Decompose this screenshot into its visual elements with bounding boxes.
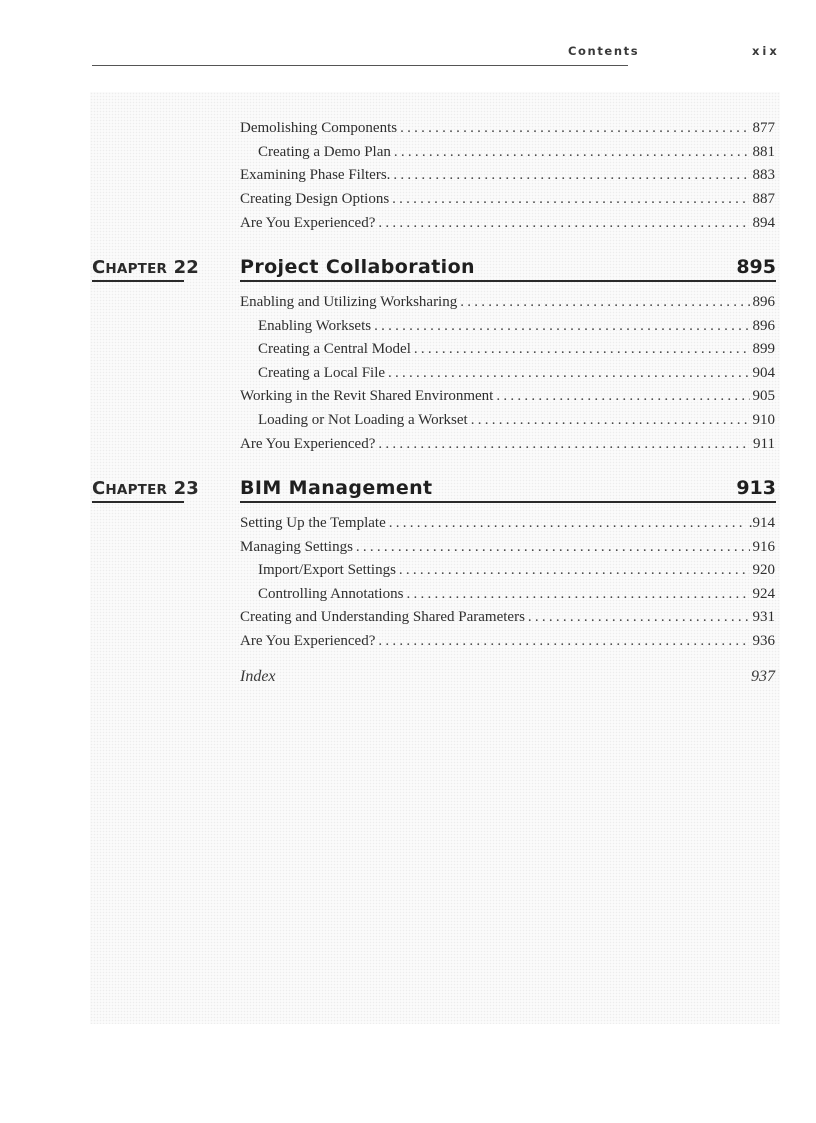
toc-entry-title: Enabling and Utilizing Worksharing	[240, 294, 458, 310]
dot-leader	[414, 338, 750, 360]
toc-entry-title: Creating a Local File	[258, 365, 386, 381]
chapter-label	[92, 257, 199, 278]
toc-entry-title: Creating a Demo Plan	[258, 144, 391, 160]
toc-entry-page: 904	[752, 365, 775, 381]
toc-entry-title: Creating Design Options	[240, 191, 390, 207]
dot-leader	[399, 559, 750, 581]
toc-entry-title: Setting Up the Template	[240, 515, 386, 531]
toc-entry-page: 896	[752, 318, 775, 334]
toc-entry-title: Examining Phase Filters.	[240, 167, 391, 183]
toc-entry-page: 896	[752, 294, 775, 310]
chapter-label-underline	[92, 501, 184, 503]
chapter-rule	[240, 280, 776, 282]
chapter-page: 895	[736, 256, 776, 278]
toc-entry-title: Creating a Central Model	[258, 341, 411, 357]
dot-leader	[528, 606, 750, 628]
toc-entry-page: 931	[752, 609, 775, 625]
toc-entry[interactable]	[240, 291, 775, 313]
toc-subentry[interactable]	[258, 338, 775, 360]
toc-entry-page: 911	[753, 436, 775, 452]
toc-entry-page: 924	[752, 586, 775, 602]
dot-leader	[378, 433, 750, 455]
toc-entry-title: Enabling Worksets	[258, 318, 372, 334]
toc-entry-page: 899	[752, 341, 775, 357]
dot-leader	[460, 291, 749, 313]
dot-leader	[393, 164, 749, 186]
toc-entry-title: Managing Settings	[240, 539, 353, 555]
toc-entry[interactable]	[240, 117, 775, 139]
toc-entry[interactable]	[240, 606, 775, 628]
chapter-label-initial: C	[92, 478, 106, 499]
chapter-title: Project Collaboration	[240, 256, 475, 278]
toc-entry[interactable]	[240, 536, 775, 558]
dot-leader	[389, 512, 746, 534]
running-head-title: Contents	[568, 44, 640, 58]
toc-entry[interactable]	[240, 630, 775, 652]
toc-entry-title: Are You Experienced?	[240, 633, 376, 649]
toc-subentry[interactable]	[258, 559, 775, 581]
toc-entry-title: Are You Experienced?	[240, 215, 376, 231]
chapter-number: 23	[173, 478, 200, 499]
index-page: 937	[751, 668, 775, 685]
toc-subentry[interactable]	[258, 583, 775, 605]
running-head-rule	[92, 65, 628, 66]
toc-entry-page: 894	[752, 215, 775, 231]
running-head-page-number: xix	[752, 44, 780, 58]
chapter-rule	[240, 501, 776, 503]
toc-entry-title: Creating and Understanding Shared Parameters	[240, 609, 525, 625]
chapter-label	[92, 478, 199, 499]
chapter-label-initial: C	[92, 257, 106, 278]
chapter-title: BIM Management	[240, 477, 433, 499]
toc-entry-page: 887	[752, 191, 775, 207]
toc-entry[interactable]	[240, 212, 775, 234]
index-title: Index	[240, 668, 276, 685]
toc-entry-title: Are You Experienced?	[240, 436, 376, 452]
toc-subentry[interactable]	[258, 141, 775, 163]
toc-entry-page: 910	[752, 412, 775, 428]
toc-entry-title: Demolishing Components	[240, 120, 398, 136]
dot-leader	[471, 409, 750, 431]
toc-entry-page: 920	[752, 562, 775, 578]
dot-leader	[496, 385, 749, 407]
running-head	[0, 44, 816, 64]
toc-entry[interactable]	[240, 512, 775, 534]
toc-entry-title: Working in the Revit Shared Environment	[240, 388, 494, 404]
dot-leader	[374, 315, 749, 337]
chapter-heading-22[interactable]	[92, 250, 776, 280]
dot-leader	[378, 212, 749, 234]
chapter-number: 22	[173, 257, 200, 278]
toc-entry-page: 916	[752, 539, 775, 555]
toc-entry-title: Import/Export Settings	[258, 562, 396, 578]
dot-leader	[394, 141, 750, 163]
toc-entry-page: 905	[752, 388, 775, 404]
toc-entry[interactable]	[240, 188, 775, 210]
dot-leader	[378, 630, 749, 652]
toc-subentry[interactable]	[258, 362, 775, 384]
chapter-heading-23[interactable]	[92, 471, 776, 501]
toc-entry-title: Loading or Not Loading a Workset	[258, 412, 468, 428]
dot-leader	[400, 117, 749, 139]
toc-subentry[interactable]	[258, 315, 775, 337]
toc-subentry[interactable]	[258, 409, 775, 431]
index-entry[interactable]	[240, 668, 775, 690]
toc-entry-page: .914	[748, 515, 775, 531]
dot-leader	[392, 188, 749, 210]
chapter-label-smallcaps: HAPTER	[105, 261, 168, 277]
toc-entry-page: 883	[752, 167, 775, 183]
chapter-label-underline	[92, 280, 184, 282]
chapter-page: 913	[736, 477, 776, 499]
toc-entry-title: Controlling Annotations	[258, 586, 404, 602]
toc-entry-page: 881	[752, 144, 775, 160]
toc-entry[interactable]	[240, 164, 775, 186]
chapter-label-smallcaps: HAPTER	[105, 482, 168, 498]
toc-entry[interactable]	[240, 385, 775, 407]
dot-leader	[356, 536, 750, 558]
dot-leader	[406, 583, 749, 605]
toc-entry-page: 877	[752, 120, 775, 136]
toc-entry-page: 936	[752, 633, 775, 649]
dot-leader	[388, 362, 749, 384]
toc-entry[interactable]	[240, 433, 775, 455]
